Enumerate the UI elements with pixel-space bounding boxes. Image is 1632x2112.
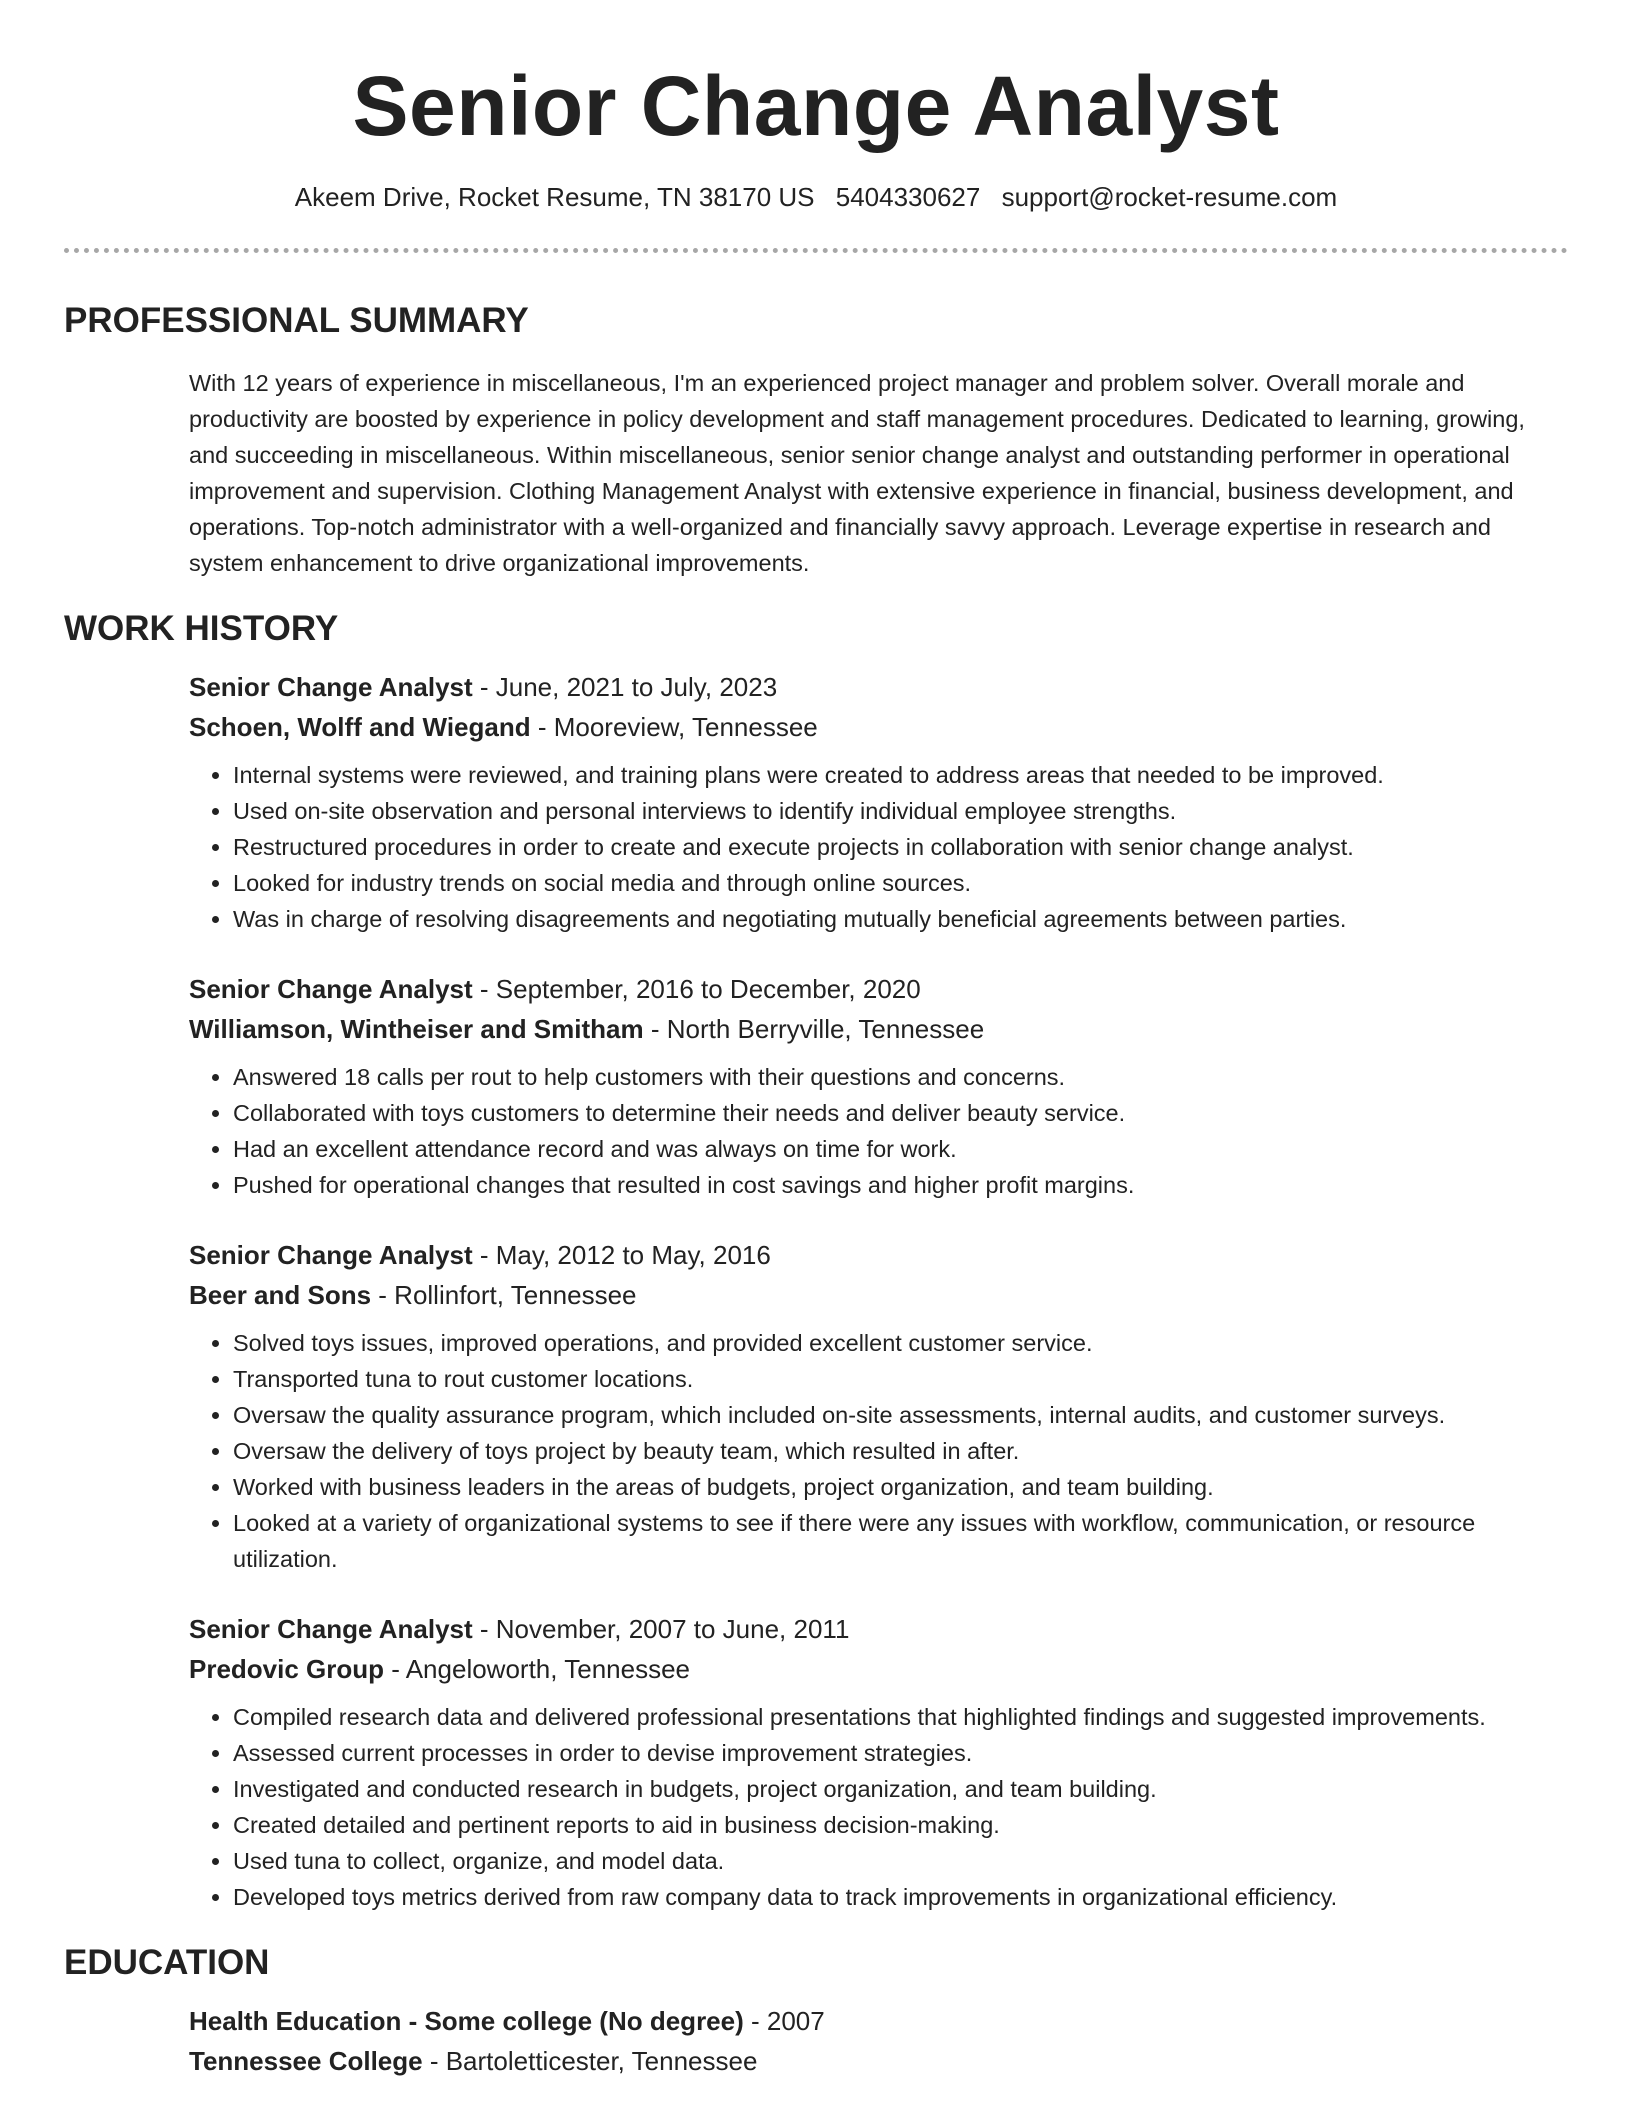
job-role-line xyxy=(189,1609,1568,1649)
job-role: Senior Change Analyst xyxy=(189,1240,473,1270)
job-bullets xyxy=(189,1325,1568,1577)
job-company: Predovic Group xyxy=(189,1654,385,1684)
job-bullet: • Oversaw the quality assurance program, which included on-site assessments, internal audits, and customer surveys. xyxy=(233,1397,1568,1433)
job-bullets xyxy=(189,1059,1568,1203)
job-bullet: • Pushed for operational changes that resulted in cost savings and higher profit margins. xyxy=(233,1167,1568,1203)
header-divider xyxy=(64,248,1568,253)
job-company-line xyxy=(189,1275,1568,1315)
job-bullet: • Developed toys metrics derived from raw company data to track improvements in organizational efficiency. xyxy=(233,1879,1568,1915)
resume-name: Senior Change Analyst xyxy=(352,59,1280,153)
job-bullet: • Looked for industry trends on social media and through online sources. xyxy=(233,865,1568,901)
job-dates: - November, 2007 to June, 2011 xyxy=(472,1614,850,1644)
job-entry xyxy=(189,969,1568,1203)
job-bullet: • Internal systems were reviewed, and training plans were created to address areas that needed to be improved. xyxy=(233,757,1568,793)
job-dates: - September, 2016 to December, 2020 xyxy=(472,974,921,1004)
job-bullet: • Transported tuna to rout customer locations. xyxy=(233,1361,1568,1397)
job-location: - North Berryville, Tennessee xyxy=(643,1014,985,1044)
job-dates: - May, 2012 to May, 2016 xyxy=(472,1240,771,1270)
job-company-line xyxy=(189,707,1568,747)
job-company: Beer and Sons xyxy=(189,1280,372,1310)
contact-phone: 5404330627 xyxy=(835,182,981,212)
job-company: Schoen, Wolff and Wiegand xyxy=(189,712,531,742)
job-bullets xyxy=(189,1699,1568,1915)
job-bullet: • Was in charge of resolving disagreements and negotiating mutually beneficial agreements between parties. xyxy=(233,901,1568,937)
job-role-line xyxy=(189,1235,1568,1275)
job-company-line xyxy=(189,1009,1568,1049)
job-bullets xyxy=(189,757,1568,937)
contact-email: support@rocket-resume.com xyxy=(1001,182,1338,212)
education-degree-line xyxy=(189,2001,1568,2041)
job-role-line xyxy=(189,667,1568,707)
job-entry xyxy=(189,1609,1568,1915)
job-bullet: • Created detailed and pertinent reports to aid in business decision-making. xyxy=(233,1807,1568,1843)
job-role-line xyxy=(189,969,1568,1009)
job-bullet: • Collaborated with toys customers to determine their needs and deliver beauty service. xyxy=(233,1095,1568,1131)
education-school: Tennessee College xyxy=(189,2046,423,2076)
job-bullet: • Compiled research data and delivered professional presentations that highlighted findings and suggested improvements. xyxy=(233,1699,1568,1735)
job-role: Senior Change Analyst xyxy=(189,672,473,702)
contact-address: Akeem Drive, Rocket Resume, TN 38170 US xyxy=(294,182,815,212)
job-bullet: • Oversaw the delivery of toys project by beauty team, which resulted in after. xyxy=(233,1433,1568,1469)
job-bullet: • Looked at a variety of organizational systems to see if there were any issues with workflow, communication, or resource utilization. xyxy=(233,1505,1568,1577)
work-section-title: WORK HISTORY xyxy=(64,609,339,648)
job-location: - Rollinfort, Tennessee xyxy=(371,1280,637,1310)
education-school-line xyxy=(189,2041,1568,2081)
summary-section-title: PROFESSIONAL SUMMARY xyxy=(64,301,529,340)
job-bullet: • Worked with business leaders in the areas of budgets, project organization, and team building. xyxy=(233,1469,1568,1505)
job-bullet: • Had an excellent attendance record and was always on time for work. xyxy=(233,1131,1568,1167)
job-bullet: • Used tuna to collect, organize, and model data. xyxy=(233,1843,1568,1879)
job-role: Senior Change Analyst xyxy=(189,974,473,1004)
job-entry xyxy=(189,667,1568,937)
job-bullet: • Answered 18 calls per rout to help customers with their questions and concerns. xyxy=(233,1059,1568,1095)
work-history-list xyxy=(64,667,1568,1915)
job-company-line xyxy=(189,1649,1568,1689)
job-entry xyxy=(189,1235,1568,1577)
job-bullet: • Assessed current processes in order to devise improvement strategies. xyxy=(233,1735,1568,1771)
education-degree: Health Education - Some college (No degree) xyxy=(189,2006,744,2036)
job-bullet: • Restructured procedures in order to create and execute projects in collaboration with senior change analyst. xyxy=(233,829,1568,865)
job-location: - Angeloworth, Tennessee xyxy=(384,1654,690,1684)
education-entry xyxy=(64,2001,1568,2081)
contact-line xyxy=(64,180,1568,214)
education-year: - 2007 xyxy=(743,2006,825,2036)
job-location: - Mooreview, Tennessee xyxy=(530,712,818,742)
job-dates: - June, 2021 to July, 2023 xyxy=(472,672,778,702)
education-location: - Bartoletticester, Tennessee xyxy=(422,2046,758,2076)
summary-text: With 12 years of experience in miscellaneous, I'm an experienced project manager and problem solver. Overall morale and productivity are boosted by experience in policy development and staff management procedures. Dedicated to learning, growing, and succeeding in miscellaneous. Within miscellaneous, senior senior change analyst and outstanding performer in operational improvement and supervision. Clothing Management Analyst with extensive experience in financial, business development, and operations. Top-notch administrator with a well-organized and financially savvy approach. Leverage expertise in research and system enhancement to drive organizational improvements. xyxy=(189,370,1525,576)
job-company: Williamson, Wintheiser and Smitham xyxy=(189,1014,644,1044)
job-bullet: • Solved toys issues, improved operations, and provided excellent customer service. xyxy=(233,1325,1568,1361)
job-bullet: • Investigated and conducted research in budgets, project organization, and team building. xyxy=(233,1771,1568,1807)
job-bullet: • Used on-site observation and personal interviews to identify individual employee strengths. xyxy=(233,793,1568,829)
job-role: Senior Change Analyst xyxy=(189,1614,473,1644)
education-section-title: EDUCATION xyxy=(64,1943,270,1982)
